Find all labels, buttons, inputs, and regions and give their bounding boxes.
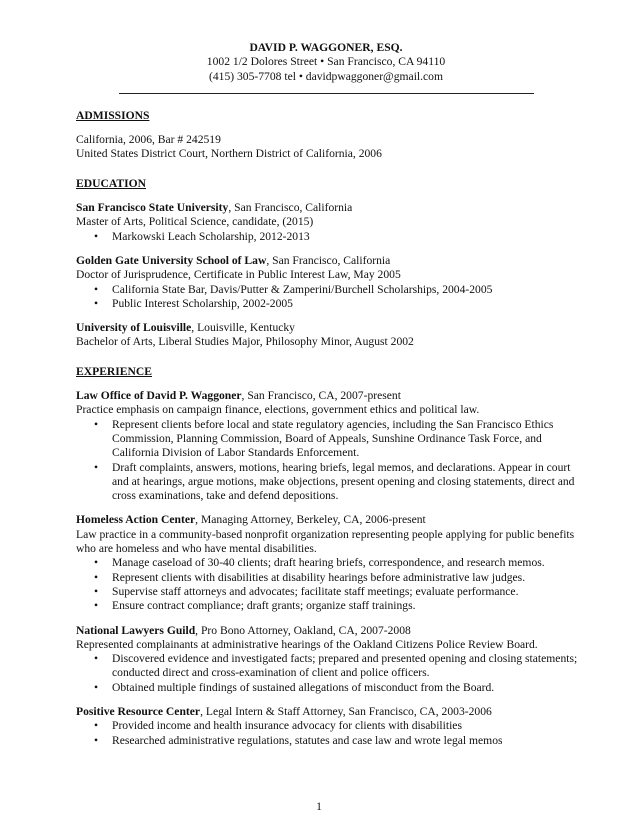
bullet-icon: • xyxy=(94,229,99,243)
entry-meta: , Managing Attorney, Berkeley, CA, 2006-present xyxy=(195,513,426,527)
bullet-text: Manage caseload of 30-40 clients; draft hearing briefs, correspondence, and research memos. xyxy=(112,556,545,570)
organization-name: National Lawyers Guild xyxy=(76,623,196,637)
bullet-list xyxy=(76,556,576,613)
resume-entry xyxy=(76,389,576,503)
bullet-text: Supervise staff attorneys and advocates; facilitate staff meetings; evaluate performance. xyxy=(112,584,519,598)
bullet-text: Represent clients with disabilities at disability hearings before administrative law judges. xyxy=(112,570,526,584)
organization-name: San Francisco State University xyxy=(76,201,229,215)
bullet-text: Researched administrative regulations, statutes and case law and wrote legal memos xyxy=(112,733,503,747)
entry-heading xyxy=(76,254,576,268)
bullet-item xyxy=(76,681,576,695)
bullet-item xyxy=(76,230,576,244)
entry-detail: who are homeless and who have mental disabilities. xyxy=(76,542,317,556)
resume-entry xyxy=(76,513,576,613)
bullet-text: California State Bar, Davis/Putter & Zamperini/Burchell Scholarships, 2004-2005 xyxy=(112,282,493,296)
bullet-text: Commission, Planning Commission, Board of Appeals, Sunshine Ordinance Task Force, and xyxy=(112,431,542,445)
bullet-icon: • xyxy=(94,733,99,747)
entry-detail: Doctor of Jurisprudence, Certificate in Public Interest Law, May 2005 xyxy=(76,268,401,282)
resume-header xyxy=(76,41,576,94)
entry-detail: Bachelor of Arts, Liberal Studies Major, Philosophy Minor, August 2002 xyxy=(76,335,414,349)
address-line: 1002 1/2 Dolores Street • San Francisco, CA 94110 xyxy=(206,55,446,69)
bullet-icon: • xyxy=(94,460,99,474)
entry-meta: , Pro Bono Attorney, Oakland, CA, 2007-2008 xyxy=(195,623,411,637)
bullet-text: Discovered evidence and investigated facts; prepared and presented opening and closing statements; xyxy=(112,652,578,666)
bullet-item xyxy=(76,585,576,599)
organization-name: Homeless Action Center xyxy=(76,513,196,527)
resume-entry xyxy=(76,201,576,244)
bullet-list xyxy=(76,230,576,244)
admission-line: United States District Court, Northern District of California, 2006 xyxy=(76,147,382,161)
experience-list xyxy=(76,389,576,748)
bullet-text: California Division of Labor Standards Enforcement. xyxy=(112,446,360,460)
entry-meta: , San Francisco, California xyxy=(228,201,353,215)
bullet-text: Markowski Leach Scholarship, 2012-2013 xyxy=(112,229,310,243)
bullet-item xyxy=(76,556,576,570)
bullet-text: cross examinations, take and defend depositions. xyxy=(112,489,339,503)
candidate-name: DAVID P. WAGGONER, ESQ. xyxy=(249,41,403,54)
bullet-list xyxy=(76,652,576,695)
entry-detail: Represented complainants at administrative hearings of the Oakland Citizens Police Review Board. xyxy=(76,637,538,651)
bullet-icon: • xyxy=(94,556,99,570)
resume-page xyxy=(76,40,576,748)
section-title-education: EDUCATION xyxy=(76,176,146,190)
bullet-icon: • xyxy=(94,652,99,666)
bullet-list xyxy=(76,283,576,312)
entry-meta: , San Francisco, CA, 2007-present xyxy=(241,389,401,403)
bullet-item xyxy=(76,599,576,613)
resume-entry xyxy=(76,624,576,695)
bullet-list xyxy=(76,418,576,504)
bullet-item xyxy=(76,283,576,297)
bullet-icon: • xyxy=(94,417,99,431)
page-number: 1 xyxy=(316,800,322,813)
bullet-icon: • xyxy=(94,570,99,584)
bullet-icon: • xyxy=(94,296,99,310)
organization-name: Positive Resource Center xyxy=(76,704,201,718)
bullet-text: Draft complaints, answers, motions, hearing briefs, legal memos, and declarations. Appear in court xyxy=(112,460,571,474)
bullet-icon: • xyxy=(94,680,99,694)
resume-entry xyxy=(76,321,576,350)
entry-heading xyxy=(76,201,576,215)
entry-heading xyxy=(76,705,576,719)
bullet-item xyxy=(76,461,576,504)
bullet-list xyxy=(76,719,576,748)
bullet-text: and at hearings, argue motions, make objections, present opening and closing statements, direct and xyxy=(112,474,575,488)
bullet-text: Provided income and health insurance advocacy for clients with disabilities xyxy=(112,719,462,733)
bullet-item xyxy=(76,719,576,733)
section-title-admissions: ADMISSIONS xyxy=(76,108,150,122)
entry-meta: , San Francisco, California xyxy=(266,253,391,267)
bullet-text: conducted direct and cross-examination of client and police officers. xyxy=(112,666,430,680)
header-divider xyxy=(119,89,534,94)
entry-heading xyxy=(76,513,576,527)
organization-name: Golden Gate University School of Law xyxy=(76,253,267,267)
resume-entry xyxy=(76,254,576,311)
bullet-text: Public Interest Scholarship, 2002-2005 xyxy=(112,296,293,310)
entry-heading xyxy=(76,389,576,403)
bullet-item xyxy=(76,297,576,311)
bullet-item xyxy=(76,652,576,681)
admission-line: California, 2006, Bar # 242519 xyxy=(76,133,221,147)
bullet-icon: • xyxy=(94,719,99,733)
bullet-item xyxy=(76,571,576,585)
organization-name: University of Louisville xyxy=(76,321,192,335)
bullet-icon: • xyxy=(94,282,99,296)
entry-detail: Master of Arts, Political Science, candidate, (2015) xyxy=(76,215,314,229)
organization-name: Law Office of David P. Waggoner xyxy=(76,389,242,403)
entry-meta: , Louisville, Kentucky xyxy=(191,321,295,335)
section-title-experience: EXPERIENCE xyxy=(76,364,153,378)
entry-meta: , Legal Intern & Staff Attorney, San Francisco, CA, 2003-2006 xyxy=(200,704,492,718)
bullet-item xyxy=(76,734,576,748)
entry-heading xyxy=(76,624,576,638)
contact-line: (415) 305-7708 tel • davidpwaggoner@gmail.com xyxy=(209,69,443,83)
entry-detail: Practice emphasis on campaign finance, elections, government ethics and political law. xyxy=(76,403,480,417)
bullet-icon: • xyxy=(94,599,99,613)
bullet-item xyxy=(76,418,576,461)
bullet-text: Represent clients before local and state regulatory agencies, including the San Francisco Ethics xyxy=(112,417,554,431)
entry-detail: Law practice in a community-based nonprofit organization representing people applying for public benefits xyxy=(76,527,575,541)
bullet-icon: • xyxy=(94,584,99,598)
bullet-text: Ensure contract compliance; draft grants; organize staff trainings. xyxy=(112,599,416,613)
resume-entry xyxy=(76,705,576,748)
bullet-text: Obtained multiple findings of sustained allegations of misconduct from the Board. xyxy=(112,680,495,694)
entry-heading xyxy=(76,321,576,335)
education-list xyxy=(76,201,576,350)
